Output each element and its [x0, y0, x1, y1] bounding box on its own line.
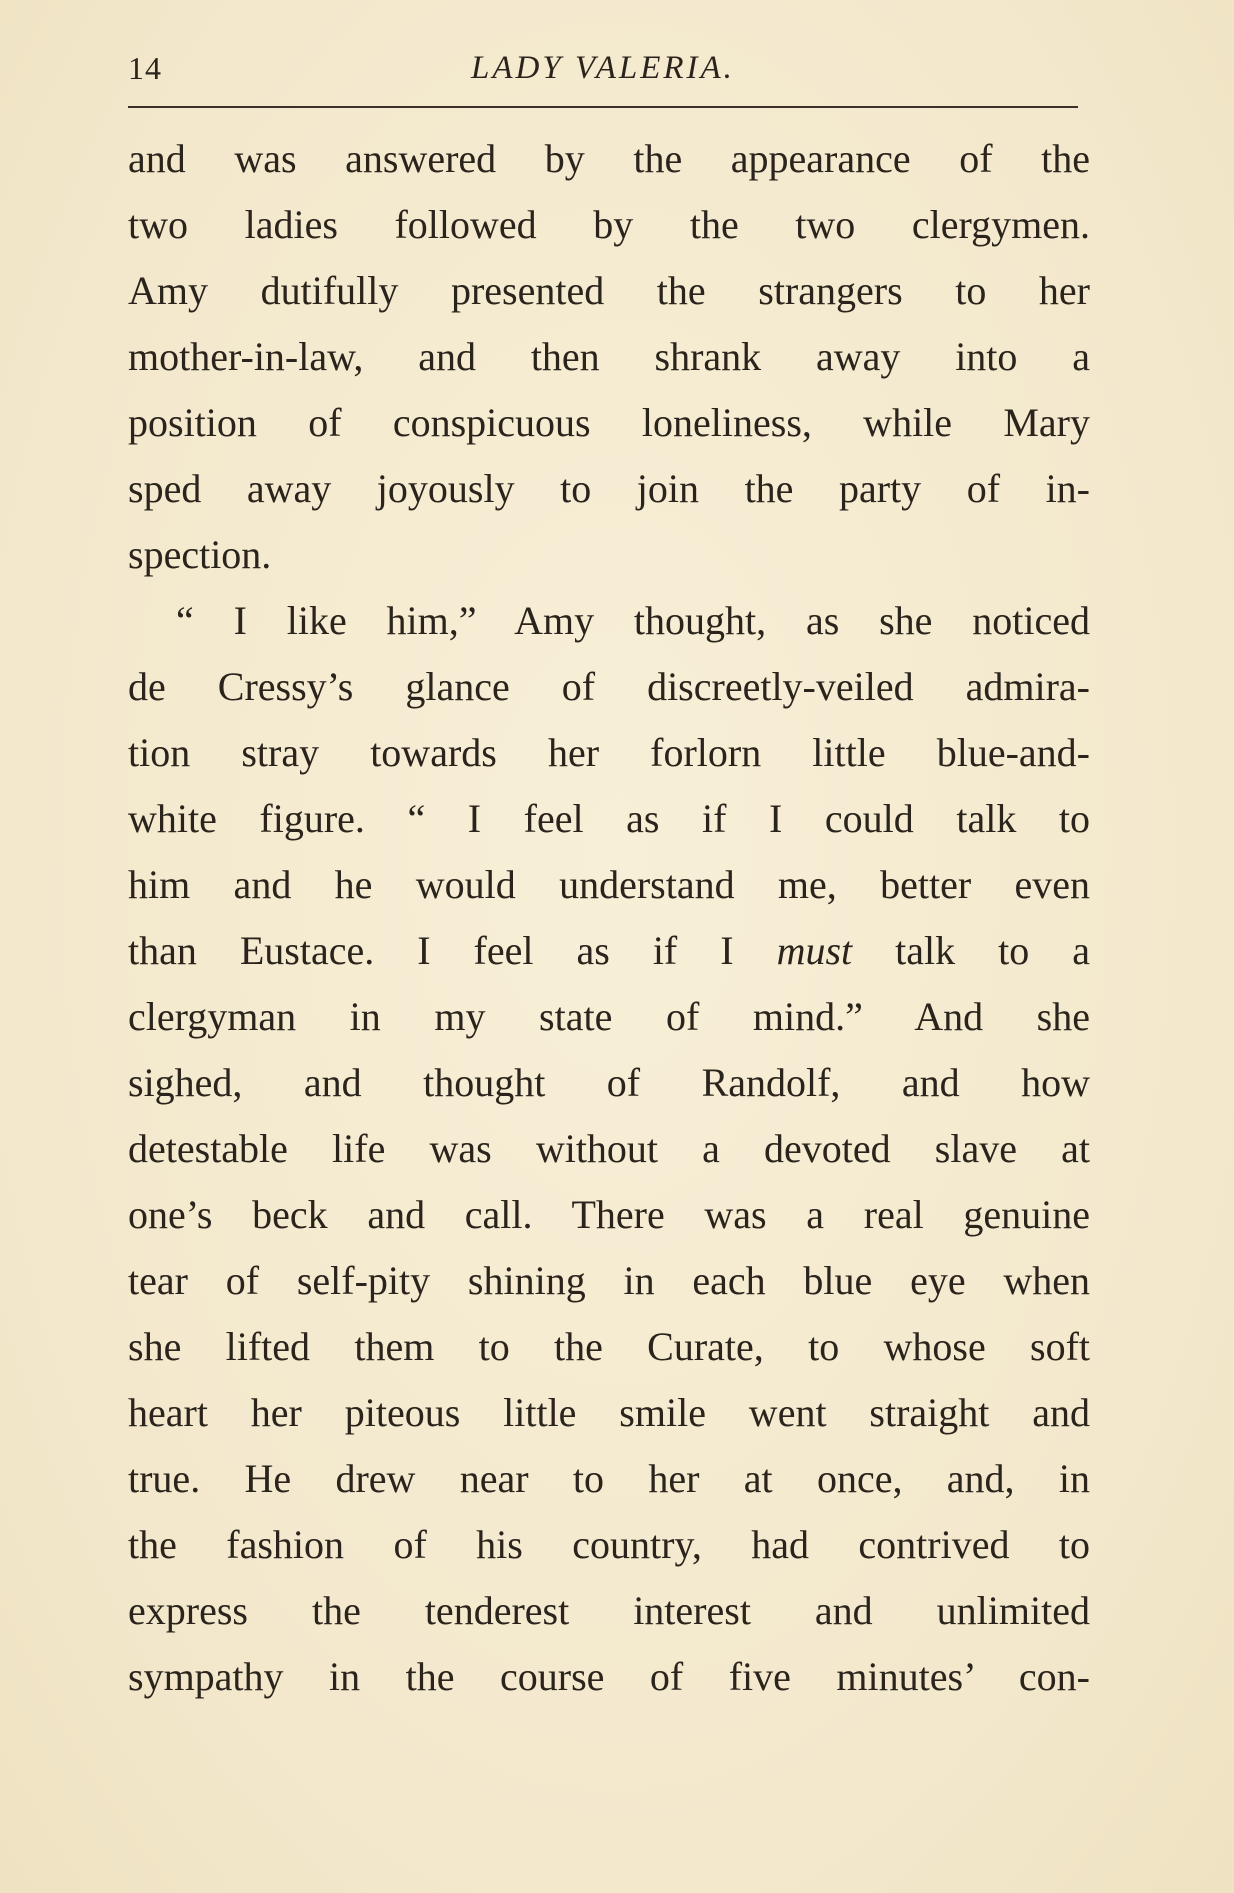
text-line: mother-in-law, and then shrank away into a — [128, 334, 1090, 379]
text-line: sped away joyously to join the party of in- — [128, 466, 1090, 511]
running-title: LADY VALERIA. — [471, 50, 735, 86]
text-line — [128, 918, 1090, 984]
text-run: than Eustace. I feel as if I — [128, 928, 777, 973]
text-line: him and he would understand me, better even — [128, 862, 1090, 907]
text-line: “ I like him,” Amy thought, as she noticed — [176, 598, 1090, 643]
text-line: tear of self-pity shining in each blue eye when — [128, 1258, 1090, 1303]
body-text — [128, 126, 1090, 1710]
text-line: true. He drew near to her at once, and, in — [128, 1456, 1090, 1501]
text-line: one’s beck and call. There was a real genuine — [128, 1192, 1090, 1237]
text-line: de Cressy’s glance of discreetly-veiled admira- — [128, 664, 1090, 709]
italic-word: must — [776, 928, 853, 973]
text-line: express the tenderest interest and unlimited — [128, 1588, 1090, 1633]
text-line: she lifted them to the Curate, to whose soft — [128, 1324, 1090, 1369]
page-number: 14 — [128, 50, 162, 86]
text-line: sympathy in the course of five minutes’ con- — [128, 1654, 1090, 1699]
text-line: Amy dutifully presented the strangers to her — [128, 268, 1090, 313]
text-line: heart her piteous little smile went straight and — [128, 1390, 1090, 1435]
text-line: tion stray towards her forlorn little blue-and- — [128, 730, 1090, 775]
text-line: spection. — [128, 532, 272, 577]
text-line: two ladies followed by the two clergymen. — [128, 202, 1090, 247]
text-line: detestable life was without a devoted slave at — [128, 1126, 1090, 1171]
header-rule — [128, 106, 1078, 108]
text-line: position of conspicuous loneliness, while Mary — [128, 400, 1090, 445]
text-line: and was answered by the appearance of the — [128, 136, 1090, 181]
text-line: the fashion of his country, had contrived to — [128, 1522, 1090, 1567]
text-line: sighed, and thought of Randolf, and how — [128, 1060, 1090, 1105]
text-line: white figure. “ I feel as if I could talk to — [128, 796, 1090, 841]
running-head — [128, 50, 1078, 100]
text-run: talk to a — [852, 928, 1090, 973]
text-line: clergyman in my state of mind.” And she — [128, 994, 1090, 1039]
